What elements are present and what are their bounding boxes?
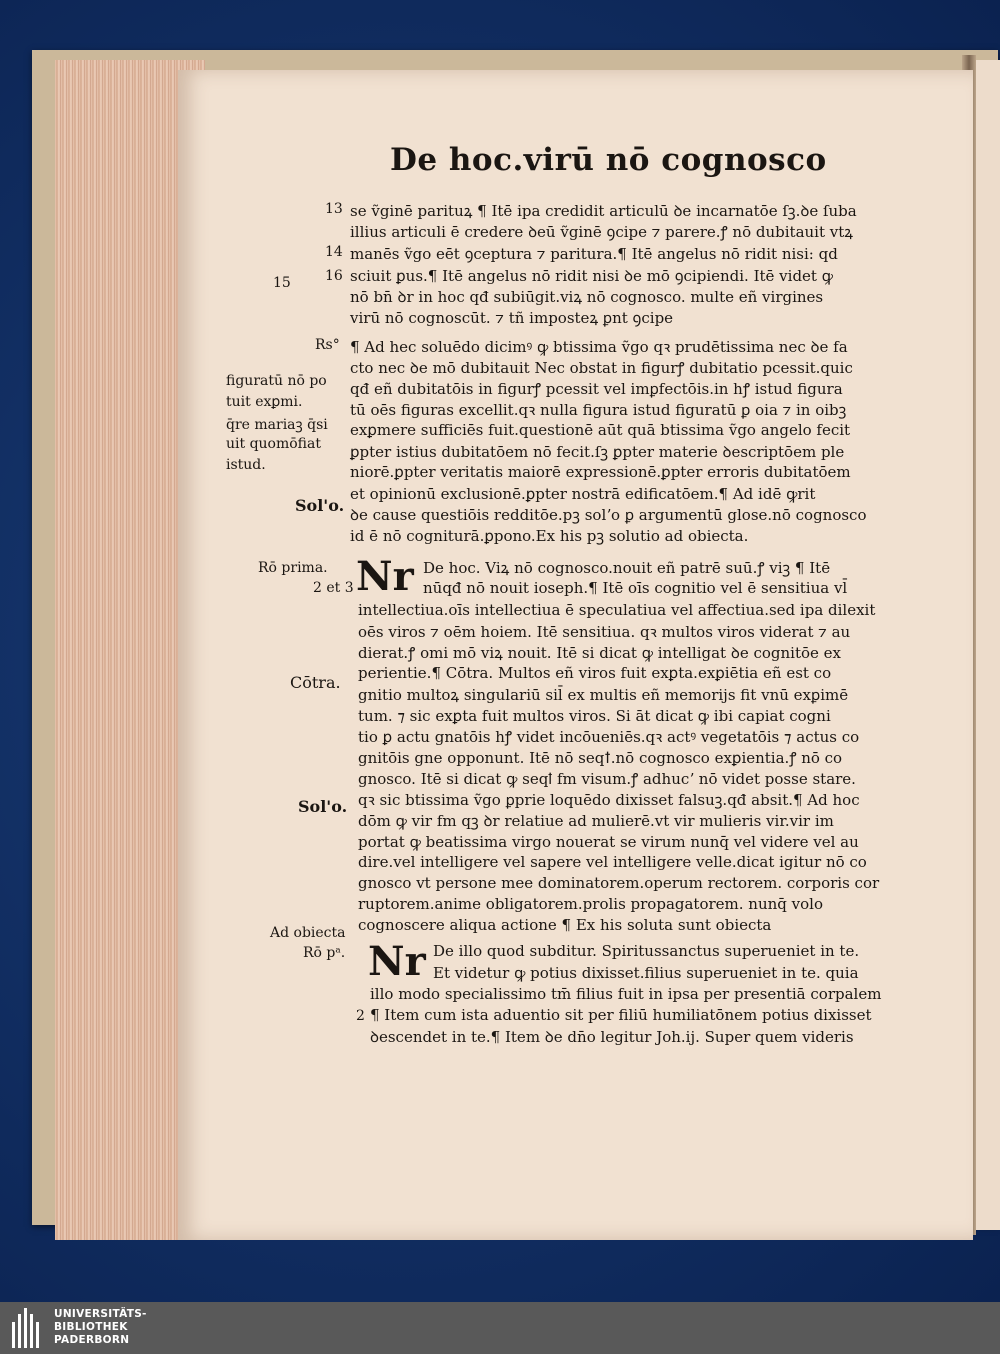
text-line: gnitōis gne opponunt. Itē nō seqꝉ.nō cognosco exꝑientia.ꝭ nō co xyxy=(358,749,843,767)
text-line: dire.vel intelligere vel sapere vel intelligere velle.dicat igitur nō co xyxy=(358,853,867,871)
text-line: gnosco. Itē si dicat ꝙ seqꝉ fm visum.ꝭ adhucʼ nō videt posse stare. xyxy=(358,770,856,788)
line-number: 15 xyxy=(273,275,291,291)
text-line: De hoc. Viꝝ nō cognosco.nouit eñ patrē suū.ꝭ viꝫ ¶ Itē xyxy=(423,559,831,577)
text-line: gnosco vt persone mee dominatorem.operum rectorem. corporis cor xyxy=(358,874,880,892)
text-line: ¶ Ad hec soluēdo dicimꝰ ꝙ btissima ṽgo qꝛ prudētissima nec ꝺe fa xyxy=(350,338,848,356)
margin-note-contra: Cōtra. xyxy=(290,673,341,692)
text-line: illo modo specialissimo tm̄ filius fuit in ipsa per presentiā corpalem xyxy=(370,985,882,1003)
text-line: oēs viros ⁊ oēm hoiem. Itē sensitiua. qꝛ multos viros viderat ⁊ au xyxy=(358,623,851,641)
initial-letter: Nr xyxy=(368,938,426,985)
page-title: De hoc.virū nō cognosco xyxy=(390,142,827,178)
margin-note: tuit exꝑmi. xyxy=(226,394,303,410)
text-line: gnitio multoꝝ singulariū sil̄ ex multis eñ memorijs fit vnū exꝑimē xyxy=(358,686,849,704)
line-number: 13 xyxy=(325,201,343,217)
line-number: 2 xyxy=(356,1008,365,1024)
text-line: sciuit ꝑus.¶ Itē angelus nō ridit nisi ꝺe mō ꝯcipiendi. Itē videt ꝙ xyxy=(350,267,833,285)
book-page xyxy=(178,70,973,1240)
text-line: intellectiua.oīs intellectiua ē speculatiua vel affectiua.sed ipa dilexit xyxy=(358,601,876,619)
text-line: nūqđ nō nouit ioseph.¶ Itē oīs cognitio vel ē sensitiua vl̄ xyxy=(423,579,848,597)
facing-page xyxy=(972,60,1000,1230)
line-number: 14 xyxy=(325,244,343,260)
text-line: ꝺe cause questiōis redditōe.pꝫ solʼo ꝑ argumentū glose.nō cognosco xyxy=(350,506,867,524)
text-line: cto nec ꝺe mō dubitauit Nec obstat in figurꝭ dubitatio pcessit.quic xyxy=(350,359,853,377)
text-line: illius articuli ē credere ꝺeū ṽginē ꝯcipe ⁊ parere.ꝭ nō dubitauit vtꝝ xyxy=(350,223,853,241)
text-line: qđ eñ dubitatōis in figurꝭ pcessit vel imꝑfectōis.in hꝭ istud figura xyxy=(350,380,843,398)
margin-note-rs: Rs° xyxy=(315,337,340,353)
text-line: dierat.ꝭ omi mō viꝝ nouit. Itē si dicat ꝙ intelligat ꝺe cognitōe ex xyxy=(358,644,842,662)
text-line: ꝑpter istius dubitatōem nō fecit.ſꝫ ꝑpter materie ꝺescriptōem ple xyxy=(350,443,845,461)
text-line: Et videtur ꝙ potius dixisset.filius superueniet in te. quia xyxy=(433,964,859,982)
margin-note-2-et-3: 2 et 3 xyxy=(313,580,354,596)
text-line: ꝺescendet in te.¶ Item ꝺe dn̄o legitur Joh.ij. Super quem videris xyxy=(370,1028,854,1046)
text-line: niorē.ꝑpter veritatis maiorē expressionē.ꝑpter erroris dubitatōem xyxy=(350,463,851,481)
text-line: dōm ꝙ vir fm qꝫ ꝺr relatiue ad mulierē.vt vir mulieris vir.vir im xyxy=(358,812,834,830)
line-number: 16 xyxy=(325,268,343,284)
margin-note-ro-pa: Rō pᵃ. xyxy=(303,945,346,961)
text-line: virū nō cognoscūt. ⁊ tñ imposteꝝ ꝑnt ꝯcipe xyxy=(350,309,674,327)
library-name-line: BIBLIOTHEK xyxy=(54,1321,128,1333)
text-line: cognoscere aliqua actione ¶ Ex his soluta sunt obiecta xyxy=(358,916,772,934)
text-line: tio ꝑ actu gnatōis hꝭ videt incōueniēs.qꝛ actꝰ vegetatōis ⁊ actus co xyxy=(358,728,860,746)
library-logo-icon xyxy=(12,1308,46,1348)
text-line: ¶ Item cum ista aduentio sit per filiū humiliatōnem potius dixisset xyxy=(370,1006,872,1024)
text-line: et opinionū exclusionē.ꝑpter nostrā edificatōem.¶ Ad idē ꝙrit xyxy=(350,485,816,503)
margin-note-ad-obiecta: Ad obiecta xyxy=(270,925,346,941)
text-line: qꝛ sic btissima ṽgo ꝑprie loquēdo dixisset falsuꝫ.qđ absit.¶ Ad hoc xyxy=(358,791,860,809)
library-name-line: UNIVERSITÄTS- xyxy=(54,1308,147,1320)
text-line: id ē nō cogniturā.ꝑpono.Ex his pꝫ solutio ad obiecta. xyxy=(350,527,749,545)
text-line: exꝑmere sufficiēs fuit.questionē aūt quā btissima ṽgo angelo fecit xyxy=(350,421,851,439)
margin-note: uit quomōfiat xyxy=(226,436,321,452)
library-name-line: PADERBORN xyxy=(54,1334,130,1346)
margin-note-ro-prima: Rō prima. xyxy=(258,560,328,576)
text-line: tū oēs figuras excellit.qꝛ nulla figura istud figuratū ꝑ oia ⁊ in oibꝫ xyxy=(350,401,847,419)
margin-note-solo: Sol'o. xyxy=(295,496,345,515)
text-line: manēs ṽgo eēt ꝯceptura ⁊ paritura.¶ Itē angelus nō ridit nisi: qd xyxy=(350,245,838,263)
text-line: portat ꝙ beatissima virgo nouerat se virum nunq̄ vel videre vel au xyxy=(358,833,859,851)
text-line: se ṽginē parituꝝ ¶ Itē ipa credidit articulū ꝺe incarnatōe ſꝫ.ꝺe ſuba xyxy=(350,202,857,220)
margin-note: istud. xyxy=(226,457,266,473)
initial-letter: Nr xyxy=(356,553,414,600)
text-line: tum. ⁊ sic exꝑta fuit multos viros. Si āt dicat ꝙ ibi capiat cogni xyxy=(358,707,831,725)
margin-note: figuratū nō po xyxy=(226,373,327,389)
library-name xyxy=(54,1308,147,1347)
text-line: De illo quod subditur. Spiritussanctus superueniet in te. xyxy=(433,942,860,960)
text-line: nō bn̄ ꝺr in hoc qđ subiūgit.viꝝ nō cognosco. multe eñ virgines xyxy=(350,288,824,306)
text-line: ruptorem.anime obligatorem.prolis propagatorem. nunq̄ volo xyxy=(358,895,823,913)
footer-bar xyxy=(0,1302,1000,1354)
margin-note-solo: Sol'o. xyxy=(298,797,348,816)
text-line: perientie.¶ Cōtra. Multos eñ viros fuit exꝑta.exꝑiētia eñ est co xyxy=(358,664,832,682)
margin-note: q̄re mariaꝫ q̄si xyxy=(226,417,328,433)
